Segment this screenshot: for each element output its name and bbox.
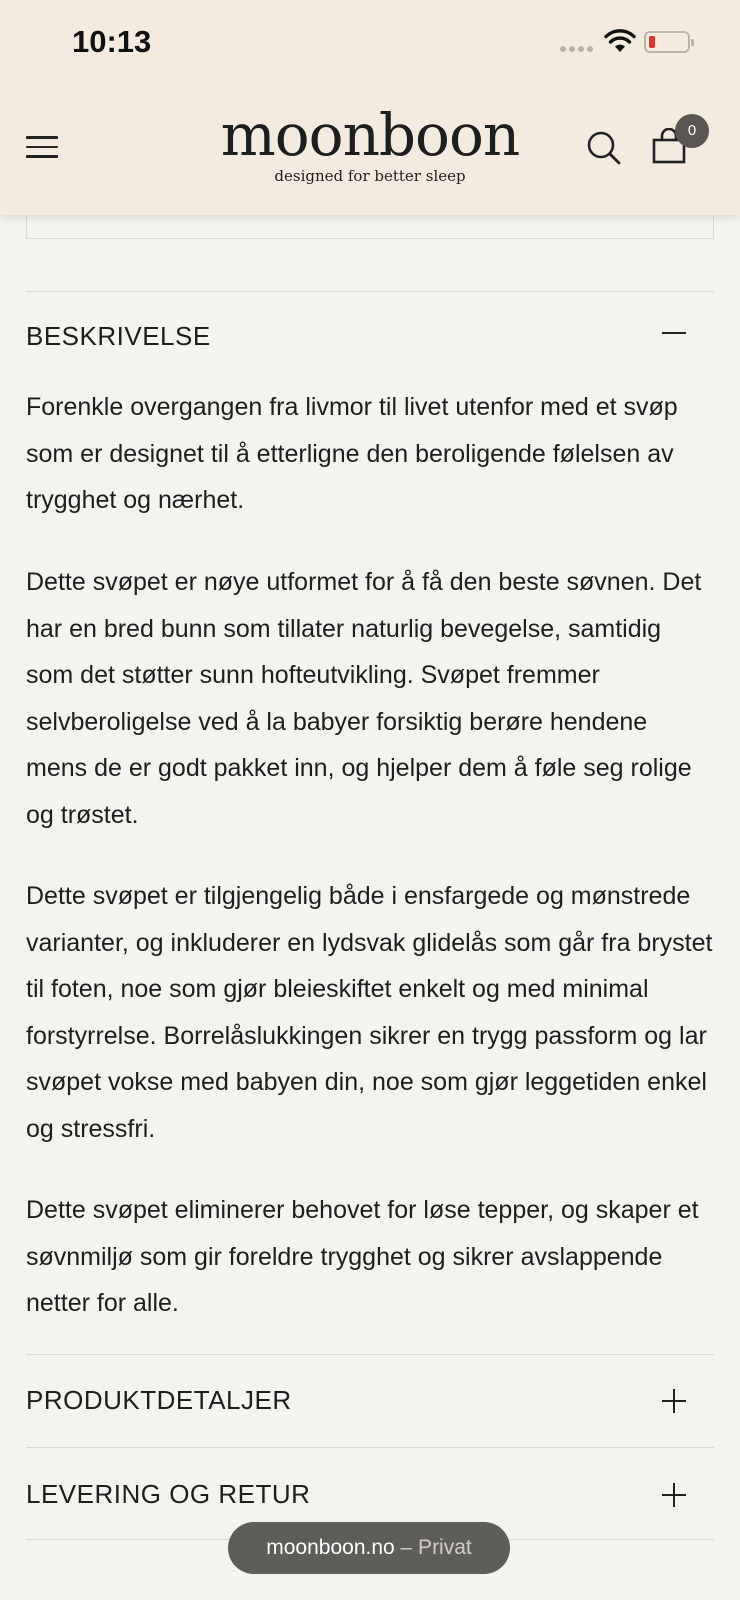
description-paragraph: Dette svøpet eliminerer behovet for løse tepper, og skaper et søvnmiljø som gir foreldre trygghet og sikrer avslappende netter for alle. — [26, 1196, 699, 1317]
cellular-signal-icon — [560, 46, 593, 52]
expand-plus-icon[interactable] — [662, 1389, 686, 1413]
wifi-icon — [604, 28, 636, 54]
accordion-description[interactable] — [26, 291, 714, 371]
description-paragraph: Dette svøpet er tilgjengelig både i ensfargede og mønstrede varianter, og inkluderer en lydsvak glidelås som går fra brystet til foten, noe som gjør bleieskiftet enkelt og med minimal forstyrrelse. Borrelåslukkingen sikrer en trygg passform og lar svøpet vokse med babyen din, noe som gjør leggetiden enkel og stressfri. — [26, 882, 713, 1143]
search-icon[interactable] — [586, 130, 622, 166]
accordion-delivery-returns-title: LEVERING OG RETUR — [26, 1479, 311, 1509]
battery-icon — [644, 31, 690, 53]
brand-logo[interactable]: moonboon — [220, 101, 520, 169]
expand-plus-icon[interactable] — [662, 1483, 686, 1507]
accordion-description-title: BESKRIVELSE — [26, 321, 211, 351]
description-paragraph: Forenkle overgangen fra livmor til livet utenfor med et svøp som er designet til å etterligne den beroligende følelsen av trygghet og nærhet. — [26, 393, 678, 514]
brand-tagline: designed for better sleep — [274, 167, 466, 185]
accordion-product-details[interactable] — [26, 1354, 714, 1447]
browser-address-pill[interactable] — [228, 1522, 510, 1574]
accordion-product-details-title: PRODUKTDETALJER — [26, 1385, 292, 1415]
cart-count-badge[interactable]: 0 — [675, 114, 709, 148]
browser-domain: moonboon.no — [266, 1536, 395, 1559]
status-time: 10:13 — [72, 24, 152, 59]
site-header — [0, 0, 740, 215]
browser-private-label: – Privat — [400, 1536, 472, 1559]
collapse-minus-icon[interactable] — [662, 321, 686, 345]
description-paragraph: Dette svøpet er nøye utformet for å få den beste søvnen. Det har en bred bunn som tillater naturlig bevegelse, samtidig som det støtter sunn hofteutvikling. Svøpet fremmer selvberoligelse ved å la babyer forsiktig berøre hendene mens de er godt pakket inn, og hjelper dem å føle seg rolige og trøstet. — [26, 568, 702, 829]
